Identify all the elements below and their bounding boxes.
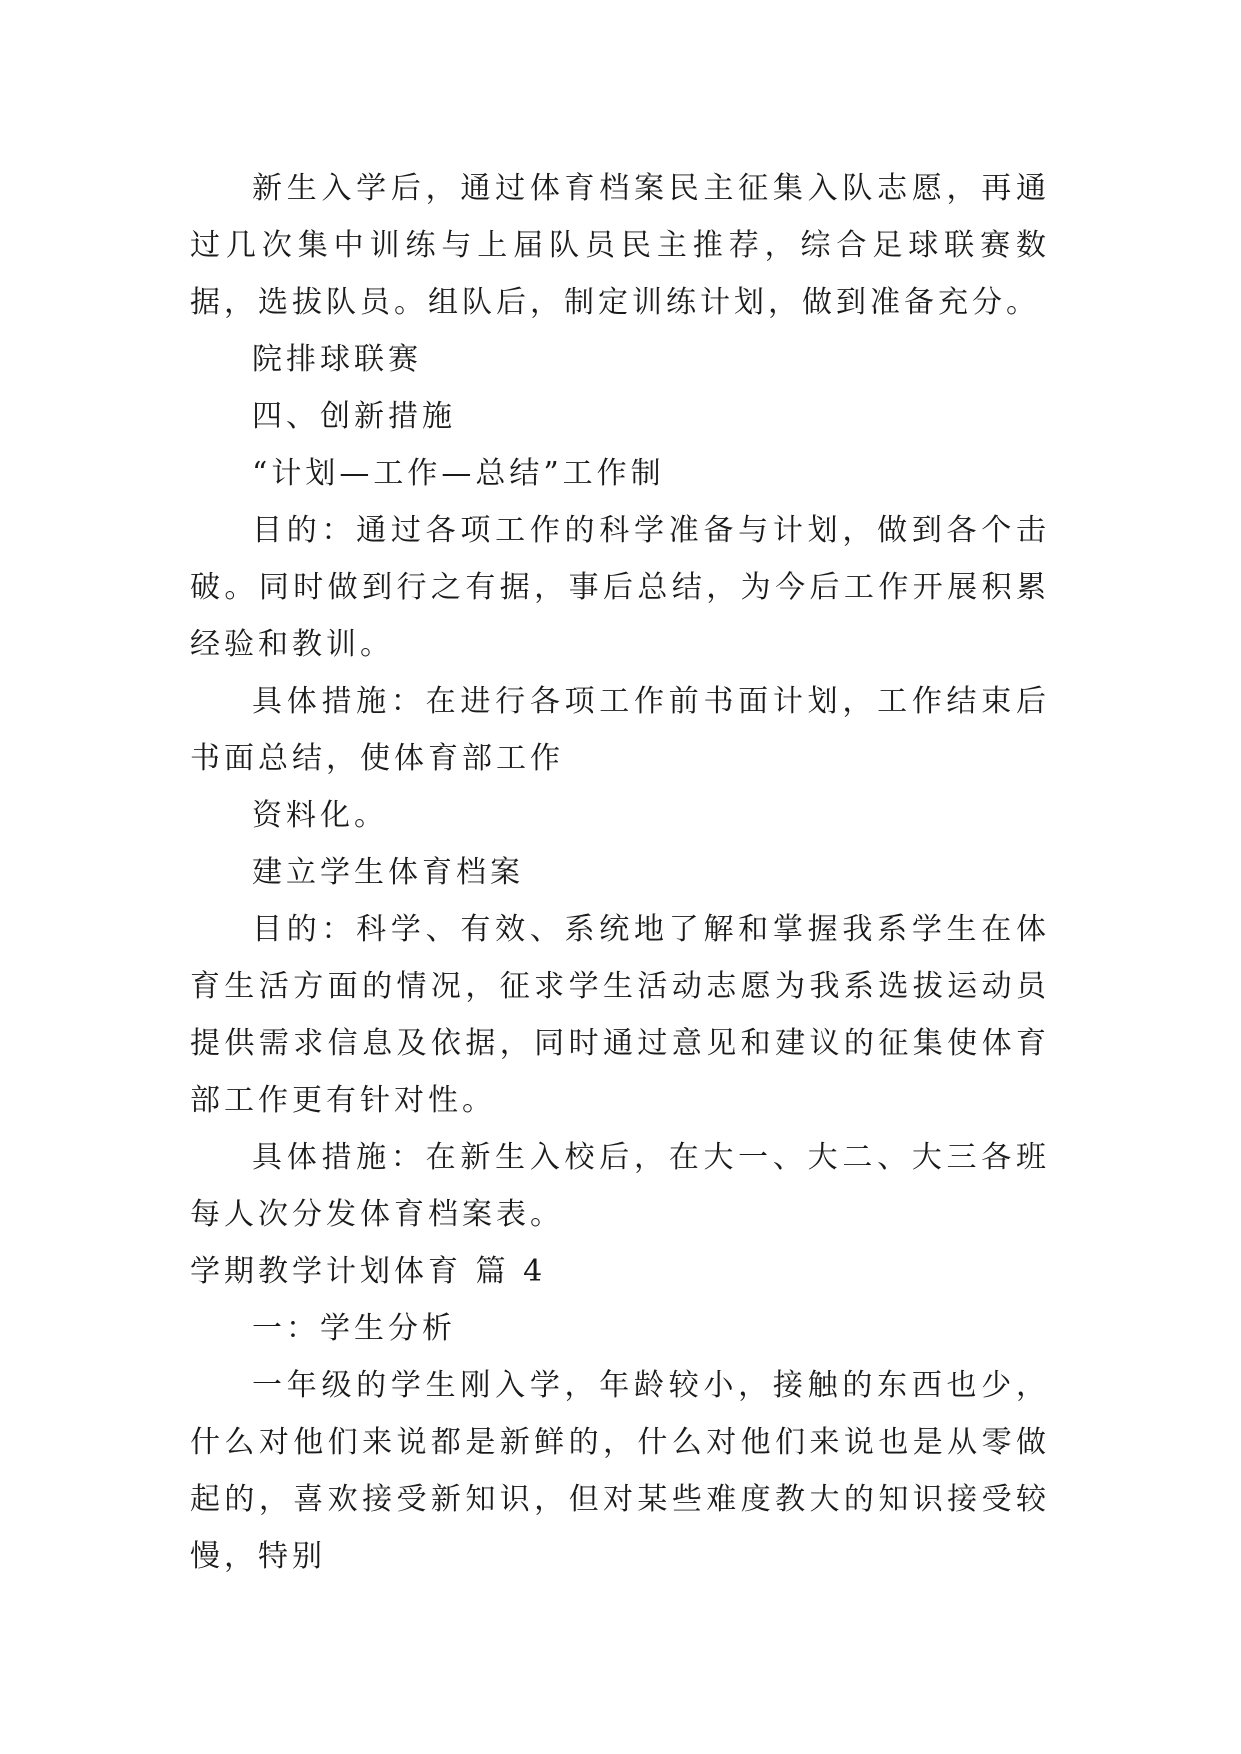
paragraph-purpose-2: 目的：科学、有效、系统地了解和掌握我系学生在体育生活方面的情况，征求学生活动志愿为我系选拔运动员提供需求信息及依据，同时通过意见和建议的征集使体育部工作更有针对性。: [190, 912, 1050, 1118]
heading-student-sports-archive: 建立学生体育档案: [252, 855, 524, 890]
paragraph-measures-2: 具体措施：在新生入校后，在大一、大二、大三各班每人次分发体育档案表。: [190, 1140, 1050, 1232]
paragraph-documentation: 资料化。: [252, 798, 388, 833]
paragraph-measures-1: 具体措施：在进行各项工作前书面计划，工作结束后书面总结，使体育部工作: [190, 684, 1050, 776]
section-title-plan-4: 学期教学计划体育 篇 4: [190, 1254, 547, 1289]
paragraph-purpose-1: 目的：通过各项工作的科学准备与计划，做到各个击破。同时做到行之有据，事后总结，为今后工作开展积累经验和教训。: [190, 513, 1050, 662]
heading-plan-work-summary: “计划—工作—总结”工作制: [252, 456, 665, 491]
heading-innovation-measures: 四、创新措施: [252, 399, 456, 434]
document-body: [190, 160, 1050, 1585]
heading-student-analysis: 一：学生分析: [252, 1311, 456, 1346]
paragraph-volleyball-league: 院排球联赛: [252, 342, 422, 377]
paragraph-team-selection: 新生入学后，通过体育档案民主征集入队志愿，再通过几次集中训练与上届队员民主推荐，综合足球联赛数据，选拔队员。组队后，制定训练计划，做到准备充分。: [190, 171, 1050, 320]
paragraph-first-grade: 一年级的学生刚入学，年龄较小，接触的东西也少，什么对他们来说都是新鲜的，什么对他们来说也是从零做起的，喜欢接受新知识，但对某些难度教大的知识接受较慢，特别: [190, 1368, 1050, 1574]
